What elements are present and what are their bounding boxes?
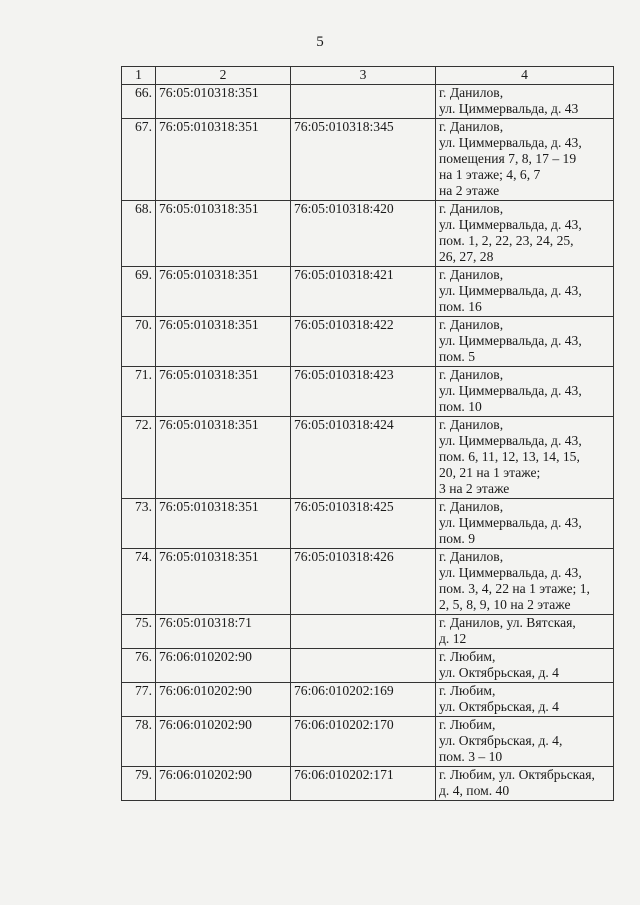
row-number: 72. xyxy=(122,417,156,499)
table-row xyxy=(122,549,614,615)
cadastral-number: 76:06:010202:90 xyxy=(156,767,291,801)
table-row xyxy=(122,201,614,267)
cadastral-number: 76:05:010318:351 xyxy=(156,417,291,499)
row-number: 71. xyxy=(122,367,156,417)
table-row xyxy=(122,417,614,499)
address-line: ул. Циммервальда, д. 43, xyxy=(439,333,582,348)
address-line: д. 12 xyxy=(439,631,467,646)
address-line: ул. Циммервальда, д. 43, xyxy=(439,565,582,580)
address-cell xyxy=(436,549,614,615)
cadastral-number: 76:05:010318:351 xyxy=(156,317,291,367)
table-row xyxy=(122,85,614,119)
address-line: пом. 9 xyxy=(439,531,476,546)
row-number: 70. xyxy=(122,317,156,367)
column-header-4: 4 xyxy=(436,67,614,85)
address-line: ул. Циммервальда, д. 43 xyxy=(439,101,579,116)
address-line: г. Любим, xyxy=(439,683,496,698)
address-cell xyxy=(436,683,614,717)
address-cell xyxy=(436,119,614,201)
address-line: 20, 21 на 1 этаже; xyxy=(439,465,541,480)
table-row xyxy=(122,717,614,767)
row-number: 76. xyxy=(122,649,156,683)
address-line: 3 на 2 этаже xyxy=(439,481,510,496)
address-line: ул. Октябрьская, д. 4 xyxy=(439,665,559,680)
premises-cadastral-number: 76:05:010318:424 xyxy=(291,417,436,499)
address-line: ул. Циммервальда, д. 43, xyxy=(439,433,582,448)
address-line: г. Данилов, xyxy=(439,367,504,382)
table-header-row xyxy=(122,67,614,85)
cadastral-number: 76:05:010318:351 xyxy=(156,549,291,615)
cadastral-number: 76:05:010318:351 xyxy=(156,201,291,267)
address-line: пом. 3, 4, 22 на 1 этаже; 1, xyxy=(439,581,590,596)
address-cell xyxy=(436,767,614,801)
premises-cadastral-number: 76:05:010318:423 xyxy=(291,367,436,417)
column-header-3: 3 xyxy=(291,67,436,85)
cadastral-number: 76:05:010318:351 xyxy=(156,119,291,201)
address-cell xyxy=(436,499,614,549)
premises-cadastral-number: 76:05:010318:426 xyxy=(291,549,436,615)
address-cell xyxy=(436,717,614,767)
registry-table xyxy=(121,66,614,801)
row-number: 73. xyxy=(122,499,156,549)
premises-cadastral-number: 76:06:010202:170 xyxy=(291,717,436,767)
address-line: пом. 6, 11, 12, 13, 14, 15, xyxy=(439,449,580,464)
address-line: ул. Циммервальда, д. 43, xyxy=(439,283,582,298)
cadastral-number: 76:05:010318:71 xyxy=(156,615,291,649)
cadastral-number: 76:06:010202:90 xyxy=(156,649,291,683)
premises-cadastral-number: 76:06:010202:171 xyxy=(291,767,436,801)
address-line: на 1 этаже; 4, 6, 7 xyxy=(439,167,541,182)
address-cell xyxy=(436,417,614,499)
address-line: пом. 3 – 10 xyxy=(439,749,503,764)
row-number: 78. xyxy=(122,717,156,767)
premises-cadastral-number: 76:05:010318:345 xyxy=(291,119,436,201)
cadastral-number: 76:05:010318:351 xyxy=(156,367,291,417)
table-row xyxy=(122,767,614,801)
address-line: д. 4, пом. 40 xyxy=(439,783,510,798)
address-cell xyxy=(436,649,614,683)
address-line: ул. Циммервальда, д. 43, xyxy=(439,135,582,150)
table-row xyxy=(122,499,614,549)
table-body xyxy=(122,85,614,801)
premises-cadastral-number: 76:05:010318:425 xyxy=(291,499,436,549)
address-cell xyxy=(436,317,614,367)
address-line: г. Данилов, xyxy=(439,549,504,564)
address-line: г. Данилов, xyxy=(439,85,504,100)
address-line: г. Данилов, xyxy=(439,119,504,134)
column-header-1: 1 xyxy=(122,67,156,85)
row-number: 69. xyxy=(122,267,156,317)
page-number: 5 xyxy=(316,34,324,50)
premises-cadastral-number xyxy=(291,85,436,119)
address-cell xyxy=(436,201,614,267)
address-line: пом. 10 xyxy=(439,399,482,414)
address-line: ул. Циммервальда, д. 43, xyxy=(439,383,582,398)
address-line: пом. 1, 2, 22, 23, 24, 25, xyxy=(439,233,574,248)
address-line: пом. 5 xyxy=(439,349,476,364)
row-number: 79. xyxy=(122,767,156,801)
address-line: г. Данилов, xyxy=(439,201,504,216)
premises-cadastral-number xyxy=(291,649,436,683)
address-line: ул. Циммервальда, д. 43, xyxy=(439,217,582,232)
address-line: г. Данилов, xyxy=(439,267,504,282)
table-row xyxy=(122,267,614,317)
table-row xyxy=(122,683,614,717)
address-line: ул. Октябрьская, д. 4, xyxy=(439,733,563,748)
address-line: г. Любим, xyxy=(439,649,496,664)
row-number: 66. xyxy=(122,85,156,119)
address-line: г. Любим, xyxy=(439,717,496,732)
cadastral-number: 76:06:010202:90 xyxy=(156,717,291,767)
address-line: г. Данилов, ул. Вятская, xyxy=(439,615,576,630)
address-line: г. Данилов, xyxy=(439,499,504,514)
row-number: 74. xyxy=(122,549,156,615)
table-row xyxy=(122,615,614,649)
address-line: пом. 16 xyxy=(439,299,482,314)
premises-cadastral-number: 76:06:010202:169 xyxy=(291,683,436,717)
address-line: г. Данилов, xyxy=(439,417,504,432)
premises-cadastral-number: 76:05:010318:420 xyxy=(291,201,436,267)
cadastral-number: 76:06:010202:90 xyxy=(156,683,291,717)
table-row xyxy=(122,649,614,683)
address-line: 2, 5, 8, 9, 10 на 2 этаже xyxy=(439,597,571,612)
address-line: г. Данилов, xyxy=(439,317,504,332)
address-cell xyxy=(436,367,614,417)
address-line: г. Любим, ул. Октябрьская, xyxy=(439,767,595,782)
table-row xyxy=(122,317,614,367)
address-line: ул. Циммервальда, д. 43, xyxy=(439,515,582,530)
premises-cadastral-number xyxy=(291,615,436,649)
row-number: 75. xyxy=(122,615,156,649)
address-line: на 2 этаже xyxy=(439,183,500,198)
column-header-2: 2 xyxy=(156,67,291,85)
table-row xyxy=(122,367,614,417)
row-number: 77. xyxy=(122,683,156,717)
premises-cadastral-number: 76:05:010318:421 xyxy=(291,267,436,317)
address-line: 26, 27, 28 xyxy=(439,249,494,264)
cadastral-number: 76:05:010318:351 xyxy=(156,85,291,119)
row-number: 68. xyxy=(122,201,156,267)
premises-cadastral-number: 76:05:010318:422 xyxy=(291,317,436,367)
table-row xyxy=(122,119,614,201)
cadastral-number: 76:05:010318:351 xyxy=(156,267,291,317)
row-number: 67. xyxy=(122,119,156,201)
address-cell xyxy=(436,267,614,317)
cadastral-number: 76:05:010318:351 xyxy=(156,499,291,549)
address-cell xyxy=(436,85,614,119)
address-line: ул. Октябрьская, д. 4 xyxy=(439,699,559,714)
address-line: помещения 7, 8, 17 – 19 xyxy=(439,151,577,166)
address-cell xyxy=(436,615,614,649)
